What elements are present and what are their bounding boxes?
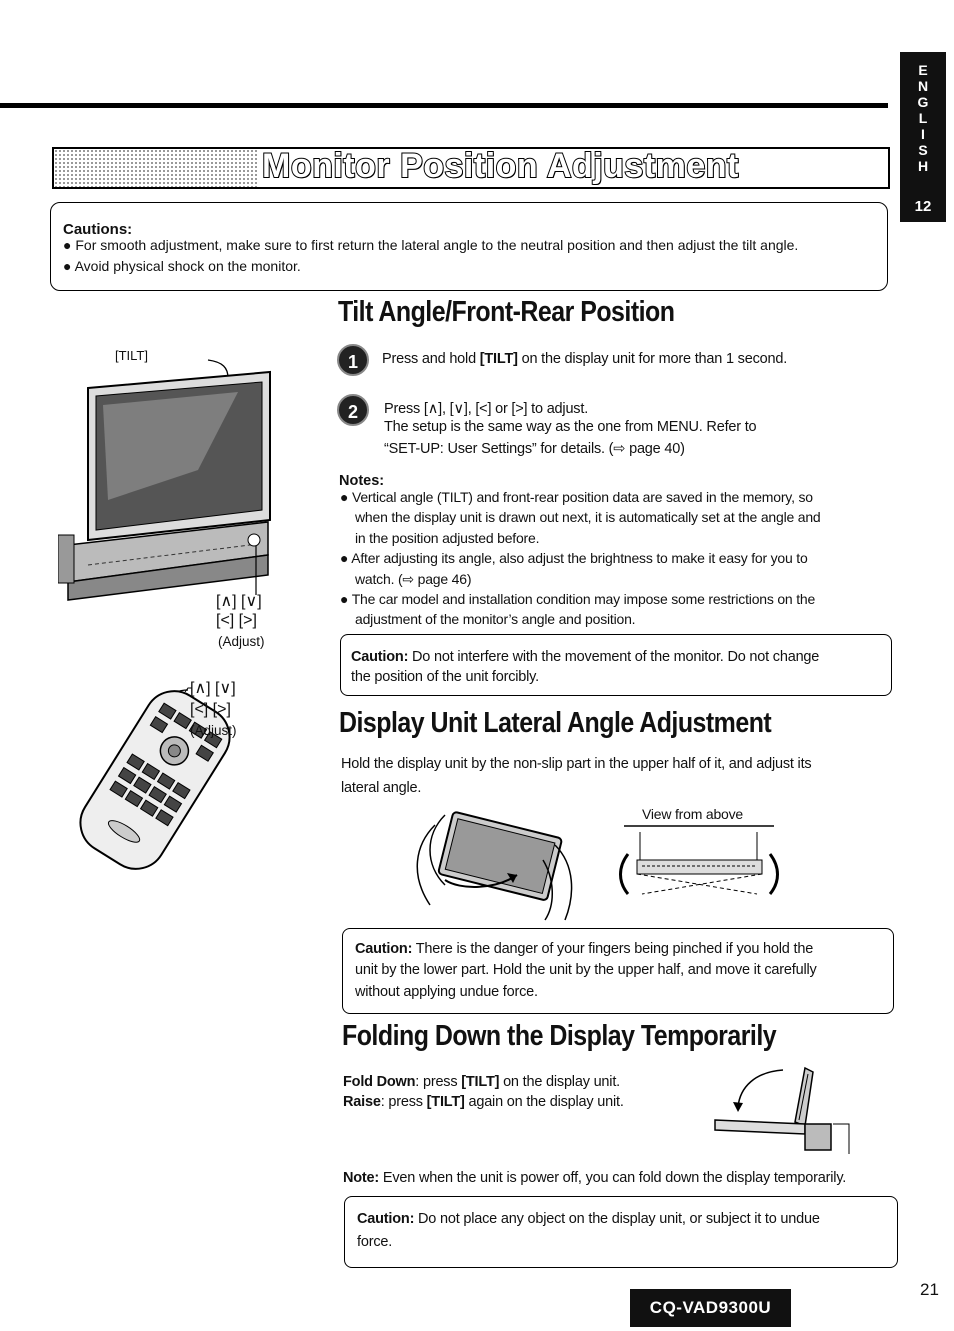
unit-adjust-label: (Adjust): [218, 634, 265, 649]
note-label: Note:: [343, 1170, 380, 1186]
section-heading-lateral: Display Unit Lateral Angle Adjustment: [339, 707, 772, 739]
caution-item-text: Avoid physical shock on the monitor.: [74, 258, 301, 274]
note-1: ● Vertical angle (TILT) and front-rear position data are saved in the memory, so: [340, 489, 813, 505]
lang-letter: H: [917, 158, 929, 174]
lateral-caution-box: [342, 928, 894, 1014]
lateral-hands-illustration: [405, 805, 585, 923]
lang-letter: I: [921, 126, 925, 142]
section-heading-tilt: Tilt Angle/Front-Rear Position: [338, 296, 675, 328]
note-text: Even when the unit is power off, you can fold down the display temporarily.: [379, 1170, 847, 1186]
folding-caution-line2: force.: [357, 1234, 393, 1250]
lang-letter: S: [918, 142, 928, 158]
unit-arrows-up-down: [∧] [∨]: [216, 593, 262, 610]
caution-label: Caution:: [355, 941, 413, 957]
tilt-caution-line1: [351, 647, 819, 667]
note-3-cont: adjustment of the monitor’s angle and position.: [355, 611, 636, 627]
lateral-caution-line3: without applying undue force.: [355, 984, 538, 1000]
raise-label: Raise: [343, 1094, 381, 1110]
tilt-key: [TILT]: [461, 1074, 500, 1090]
raise-text: : press: [380, 1094, 427, 1110]
tilt-key: [TILT]: [426, 1094, 465, 1110]
remote-arrows-left-right: [<] [>]: [190, 701, 231, 718]
banner-pattern: [54, 149, 259, 187]
cautions-title: Cautions:: [63, 221, 133, 238]
note-1-cont: when the display unit is drawn out next, it is automatically set at the angle and: [355, 509, 821, 525]
unit-arrows-left-right: [<] [>]: [216, 612, 257, 629]
lateral-line2: lateral angle.: [341, 780, 422, 796]
step-1-icon: 1: [337, 344, 369, 376]
lang-letter: L: [918, 110, 928, 126]
model-badge: CQ-VAD9300U: [630, 1289, 791, 1327]
fold-down-line: [343, 1072, 620, 1092]
tilt-label: [TILT]: [115, 348, 148, 363]
remote-arrows-up-down: [∧] [∨]: [190, 680, 236, 697]
fold-label: Fold Down: [343, 1074, 416, 1090]
step-1-text: [382, 349, 787, 369]
tab-number: 12: [914, 198, 932, 215]
note-text: The car model and installation condition may impose some restrictions on the: [351, 591, 816, 607]
tilt-caution-box: [340, 634, 892, 696]
step-2-icon: 2: [337, 394, 369, 426]
note-1-cont: in the position adjusted before.: [355, 530, 540, 546]
fold-down-illustration: [705, 1062, 865, 1162]
section-heading-folding: Folding Down the Display Temporarily: [342, 1020, 777, 1052]
display-unit-illustration: [58, 350, 298, 620]
step-1-pre: Press and hold: [382, 351, 480, 367]
caution-text: There is the danger of your fingers being pinched if you hold the: [412, 941, 814, 957]
fold-text: : press: [415, 1074, 462, 1090]
caution-text: Do not interfere with the movement of the monitor. Do not change: [408, 649, 820, 665]
page-number: 21: [920, 1280, 939, 1299]
fold-post: on the display unit.: [499, 1074, 620, 1090]
folding-note: [343, 1168, 846, 1188]
lang-letter: G: [917, 94, 929, 110]
lateral-caution-line1: [355, 939, 813, 959]
tilt-key: [TILT]: [479, 351, 518, 367]
lang-letter: N: [917, 78, 929, 94]
folding-caution-box: [344, 1196, 898, 1268]
note-3: ● The car model and installation condition may impose some restrictions on the: [340, 591, 816, 607]
caution-text: Do not place any object on the display unit, or subject it to undue: [414, 1211, 820, 1227]
tilt-caution-line2: the position of the unit forcibly.: [351, 669, 539, 685]
cautions-box: [50, 202, 888, 291]
language-tab: [900, 52, 946, 222]
top-rule: [0, 103, 888, 108]
caution-item: ● Avoid physical shock on the monitor.: [63, 258, 301, 274]
notes-title: Notes:: [339, 473, 385, 489]
note-text: After adjusting its angle, also adjust the brightness to make it easy for you to: [351, 550, 808, 566]
lateral-line1: Hold the display unit by the non-slip part in the upper half of it, and adjust its: [341, 756, 812, 772]
view-from-above-label: View from above: [642, 806, 744, 822]
raise-post: again on the display unit.: [464, 1094, 624, 1110]
step-2-line1: Press [∧], [∨], [<] or [>] to adjust.: [384, 401, 589, 417]
step-1-post: on the display unit for more than 1 second.: [517, 351, 788, 367]
caution-label: Caution:: [351, 649, 409, 665]
step-2-line3: “SET-UP: User Settings” for details. (⇨ page 40): [384, 441, 685, 457]
note-text: Vertical angle (TILT) and front-rear position data are saved in the memory, so: [351, 489, 813, 505]
note-2: ● After adjusting its angle, also adjust the brightness to make it easy for you to: [340, 550, 808, 566]
caution-item-text: For smooth adjustment, make sure to first return the lateral angle to the neutral position and then adjust the tilt angle.: [75, 237, 799, 253]
step-2-line2: The setup is the same way as the one from MENU. Refer to: [384, 419, 757, 435]
folding-caution-line1: [357, 1209, 820, 1229]
lateral-caution-line2: unit by the lower part. Hold the unit by the upper half, and move it carefully: [355, 962, 817, 978]
raise-line: [343, 1092, 624, 1112]
title-banner: [52, 147, 890, 189]
top-view-illustration: [612, 822, 782, 902]
note-2-cont: watch. (⇨ page 46): [355, 571, 472, 587]
lang-letter: E: [918, 62, 928, 78]
caution-item: ● For smooth adjustment, make sure to first return the lateral angle to the neutral position and then adjust the tilt angle.: [63, 237, 799, 253]
caution-label: Caution:: [357, 1211, 415, 1227]
remote-adjust-label: (Adjust): [190, 723, 237, 738]
page-title: Monitor Position Adjustment: [262, 147, 739, 185]
